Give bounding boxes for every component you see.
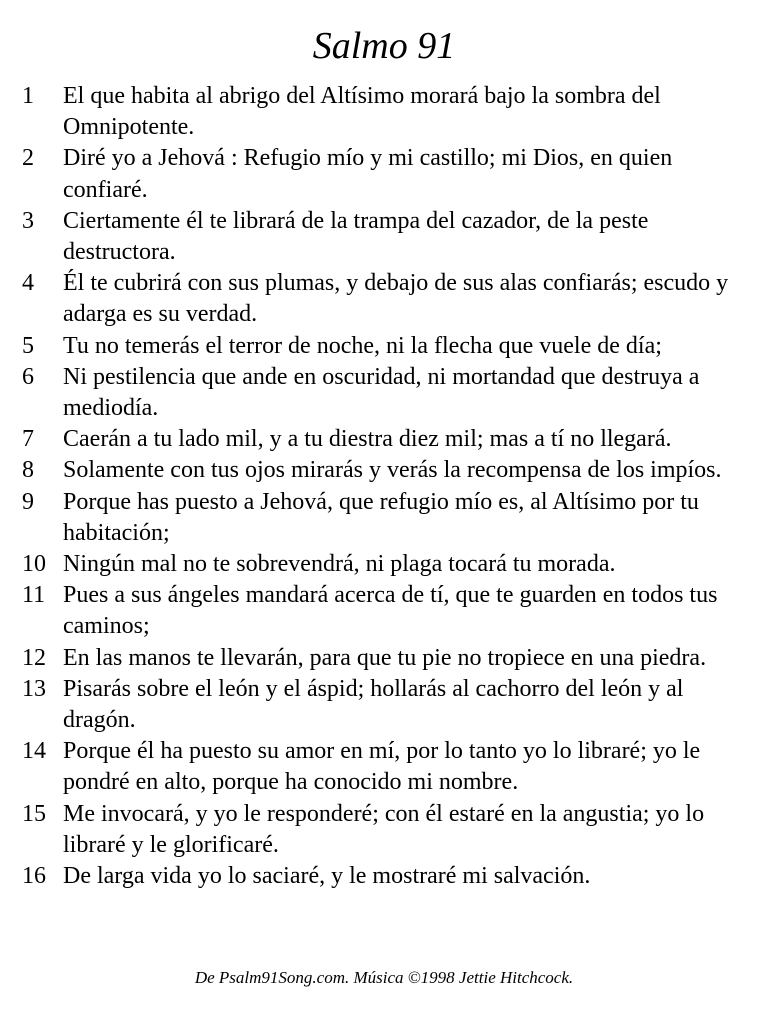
- verse-text: Diré yo a Jehová : Refugio mío y mi castillo; mi Dios, en quien confiaré.: [63, 145, 673, 203]
- verse-6: [0, 362, 768, 424]
- verse-number: 6: [22, 363, 34, 390]
- verse-text: Él te cubrirá con sus plumas, y debajo de sus alas confiarás; escudo y adarga es su verdad.: [63, 270, 729, 328]
- verse-text: Tu no temerás el terror de noche, ni la flecha que vuele de día;: [63, 332, 662, 359]
- verse-4: [0, 268, 768, 330]
- verse-text: Ningún mal no te sobrevendrá, ni plaga tocará tu morada.: [63, 551, 616, 578]
- verse-text: Porque has puesto a Jehová, que refugio mío es, al Altísimo por tu habitación;: [63, 488, 699, 546]
- verse-text: Ciertamente él te librará de la trampa del cazador, de la peste destructora.: [63, 207, 649, 266]
- verse-9: [0, 487, 768, 549]
- verse-list: [0, 81, 768, 892]
- verse-text: Porque él ha puesto su amor en mí, por lo tanto yo lo libraré; yo le pondré en alto, porque ha conocido mi nombre.: [63, 738, 701, 796]
- verse-1: [0, 81, 768, 143]
- verse-13: [0, 674, 768, 736]
- verse-text: Solamente con tus ojos mirarás y verás la recompensa de los impíos.: [63, 457, 722, 484]
- verse-number: 11: [22, 582, 46, 609]
- verse-5: [0, 331, 768, 362]
- verse-number: 15: [22, 800, 46, 827]
- verse-12: [0, 643, 768, 674]
- page-title: Salmo 91: [312, 25, 456, 67]
- verse-number: 2: [22, 145, 34, 172]
- verse-14: [0, 736, 768, 798]
- verse-number: 7: [22, 426, 34, 453]
- verse-text: Caerán a tu lado mil, y a tu diestra diez mil; mas a tí no llegará.: [63, 426, 672, 453]
- verse-16: [0, 861, 768, 892]
- verse-text: Pues a sus ángeles mandará acerca de tí, que te guarden en todos tus caminos;: [63, 582, 718, 640]
- verse-15: [0, 799, 768, 861]
- verse-text: El que habita al abrigo del Altísimo morará bajo la sombra del Omnipotente.: [63, 83, 661, 141]
- verse-number: 12: [22, 644, 46, 671]
- verse-text: Me invocará, y yo le responderé; con él estaré en la angustia; yo lo libraré y le glorificaré.: [63, 800, 705, 858]
- verse-number: 4: [22, 270, 34, 297]
- verse-text: Ni pestilencia que ande en oscuridad, ni mortandad que destruya a mediodía.: [63, 363, 700, 422]
- verse-number: 14: [22, 738, 46, 765]
- verse-text: En las manos te llevarán, para que tu pie no tropiece en una piedra.: [63, 644, 707, 671]
- verse-number: 1: [22, 83, 34, 109]
- verse-text: De larga vida yo lo saciaré, y le mostraré mi salvación.: [63, 863, 591, 890]
- verse-number: 8: [22, 457, 34, 484]
- verse-number: 10: [22, 551, 46, 578]
- verse-10: [0, 549, 768, 580]
- verse-11: [0, 580, 768, 642]
- verse-number: 3: [22, 207, 34, 234]
- verse-number: 9: [22, 488, 34, 515]
- footer-credit: De Psalm91Song.com. Música ©1998 Jettie Hitchcock.: [194, 968, 574, 987]
- verse-3: [0, 206, 768, 268]
- verse-7: [0, 424, 768, 455]
- verse-text: Pisarás sobre el león y el áspid; hollarás al cachorro del león y al dragón.: [63, 675, 684, 734]
- verse-number: 13: [22, 675, 46, 702]
- verse-number: 16: [22, 863, 46, 890]
- verse-2: [0, 143, 768, 205]
- verse-number: 5: [22, 332, 34, 359]
- verse-8: [0, 455, 768, 486]
